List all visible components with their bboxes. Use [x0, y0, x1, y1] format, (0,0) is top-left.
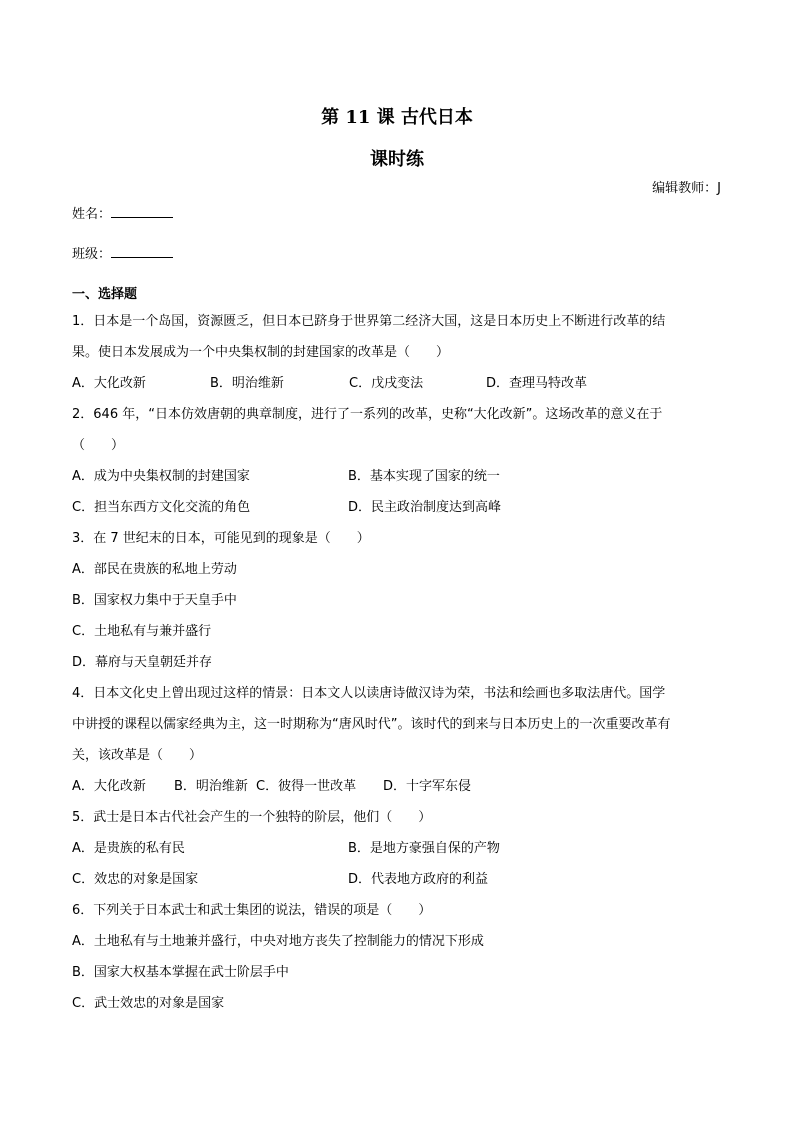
option-d[interactable]: D．民主政治制度达到高峰 [348, 500, 502, 515]
question-3 [72, 523, 724, 678]
options-row [72, 492, 724, 523]
options-row [72, 461, 724, 492]
question-6 [72, 895, 724, 1019]
option-b[interactable]: B．是地方豪强自保的产物 [348, 841, 500, 856]
name-field [72, 203, 173, 224]
question-stem: 6．下列关于日本武士和武士集团的说法，错误的项是（ ） [72, 903, 432, 918]
option-c[interactable]: C．武士效忠的对象是国家 [72, 996, 225, 1011]
option-d[interactable]: D．查理马特改革 [486, 376, 588, 391]
option-c[interactable]: C．戊戌变法 [349, 376, 424, 391]
section-title: 一、选择题 [72, 287, 138, 302]
option-b[interactable]: B．基本实现了国家的统一 [348, 469, 500, 484]
page-title: 第 11 课 古代日本 [321, 107, 473, 128]
question-stem: 果。使日本发展成为一个中央集权制的封建国家的改革是（ ） [72, 345, 450, 360]
option-a[interactable]: A．大化改新 [72, 779, 146, 794]
class-label: 班级： [72, 247, 112, 262]
option-a[interactable]: A．成为中央集权制的封建国家 [72, 469, 250, 484]
option-b[interactable]: B．国家权力集中于天皇手中 [72, 593, 237, 608]
options-row [72, 833, 724, 864]
option-c[interactable]: C．土地私有与兼并盛行 [72, 624, 212, 639]
options-row [72, 771, 724, 802]
option-c[interactable]: C．效忠的对象是国家 [72, 872, 199, 887]
question-stem: 3．在 7 世纪末的日本，可能见到的现象是（ ） [72, 531, 370, 546]
question-2 [72, 399, 724, 523]
option-c[interactable]: C．彼得一世改革 [256, 779, 357, 794]
option-b[interactable]: B．国家大权基本掌握在武士阶层手中 [72, 965, 289, 980]
page-subtitle: 课时练 [370, 149, 424, 170]
option-a[interactable]: A．是贵族的私有民 [72, 841, 185, 856]
question-5 [72, 802, 724, 895]
question-4 [72, 678, 724, 802]
options-row [72, 864, 724, 895]
question-stem: 2．646 年，“日本仿效唐朝的典章制度，进行了一系列的改革，史称“大化改新”。这场改革的意义在于 [72, 407, 663, 422]
question-stem: 4．日本文化史上曾出现过这样的情景：日本文人以读唐诗做汉诗为荣，书法和绘画也多取法唐代。国学 [72, 686, 666, 701]
option-d[interactable]: D．十字军东侵 [383, 779, 472, 794]
option-b[interactable]: B．明治维新 [210, 376, 284, 391]
name-label: 姓名： [72, 207, 112, 222]
question-stem: 关，该改革是（ ） [72, 748, 203, 763]
class-blank[interactable] [111, 243, 173, 258]
options-row [72, 368, 724, 399]
option-a[interactable]: A．大化改新 [72, 376, 146, 391]
option-a[interactable]: A．土地私有与土地兼并盛行，中央对地方丧失了控制能力的情况下形成 [72, 934, 484, 949]
question-list [72, 284, 724, 1019]
option-a[interactable]: A．部民在贵族的私地上劳动 [72, 562, 237, 577]
class-field [72, 243, 173, 264]
option-c[interactable]: C．担当东西方文化交流的角色 [72, 500, 251, 515]
question-stem: 5．武士是日本古代社会产生的一个独特的阶层，他们（ ） [72, 810, 432, 825]
option-d[interactable]: D．幕府与天皇朝廷并存 [72, 655, 213, 670]
question-stem: 1．日本是一个岛国，资源匮乏，但日本已跻身于世界第二经济大国，这是日本历史上不断进行改革的结 [72, 314, 666, 329]
option-d[interactable]: D．代表地方政府的利益 [348, 872, 489, 887]
editor-label: 编辑教师：J [652, 181, 721, 196]
question-1 [72, 306, 724, 399]
name-blank[interactable] [111, 203, 173, 218]
question-stem: 中讲授的课程以儒家经典为主，这一时期称为“唐风时代”。该时代的到来与日本历史上的一次重要改革有 [72, 717, 671, 732]
question-stem: （ ） [72, 438, 125, 453]
option-b[interactable]: B．明治维新 [174, 779, 248, 794]
